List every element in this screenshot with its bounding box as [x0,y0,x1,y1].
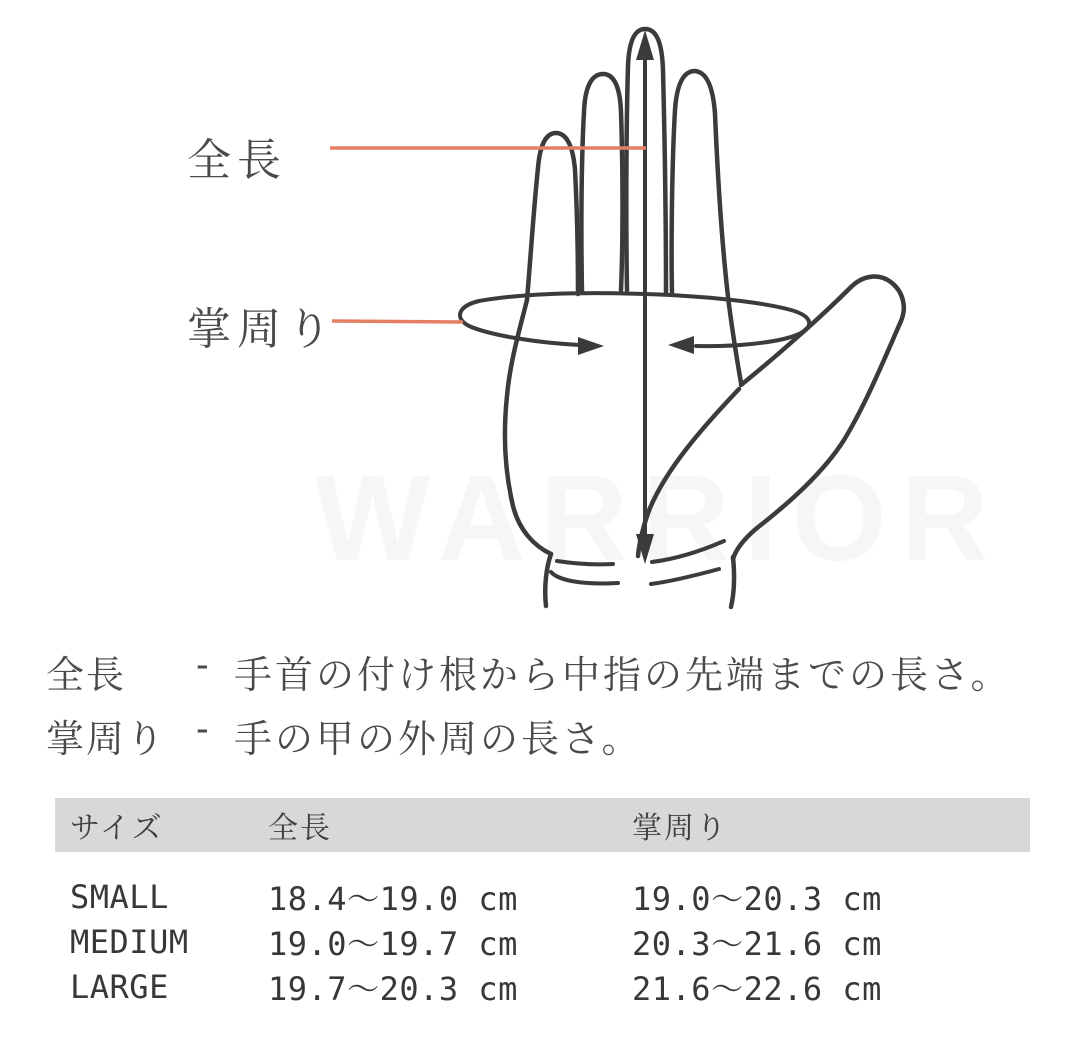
wrist-crease-1-left [557,561,613,564]
size-cell: SMALL [70,878,169,916]
column-header-size: サイズ [70,812,164,845]
wrist-crease-2-right [651,569,719,584]
table-row-large [70,964,1030,1009]
pinky-finger-outline [527,133,578,300]
definitions-section [46,644,1046,772]
definition-term: 掌周り [46,719,167,761]
palm-circumference-loop-left-arc [460,293,645,345]
size-table-body [55,874,1030,1009]
table-row-small [70,874,1030,919]
definition-separator: - [196,708,209,750]
thumb-base-crease [638,389,739,556]
column-header-total-length: 全長 [268,812,332,845]
palm-circumference-cell: 21.6～22.6 cm [632,970,882,1008]
diagram-label-palm-circumference: 掌周り [187,305,337,354]
diagram-label-total-length: 全長 [187,136,287,185]
total-length-cell: 19.7～20.3 cm [268,970,518,1008]
wrist-right-outline [731,557,734,607]
total-length-cell: 18.4～19.0 cm [268,880,518,918]
wrist-crease-2-left [551,572,618,583]
size-cell: LARGE [70,968,169,1006]
definition-palm-circumference [46,708,1046,772]
loop-arrowhead-left-icon [668,336,694,354]
pointer-line-palm-circumference [332,321,463,322]
total-length-cell: 19.0～19.7 cm [268,925,518,963]
definition-description: 手首の付け根から中指の先端までの長さ。 [234,655,1012,697]
size-cell: MEDIUM [70,923,189,961]
total-length-arrowhead-up-icon [636,30,654,60]
size-table [55,798,1030,1009]
definition-description: 手の甲の外周の長さ。 [234,719,643,761]
size-table-header [55,798,1030,852]
wrist-crease-1-right [652,541,724,562]
definition-total-length [46,644,1046,708]
index-finger-outline [672,71,729,305]
palm-circumference-cell: 19.0～20.3 cm [632,880,882,918]
loop-arrowhead-right-icon [578,337,604,355]
definition-separator: - [196,644,209,686]
palm-circumference-cell: 20.3～21.6 cm [632,925,882,963]
wrist-left-outline [545,554,551,606]
table-row-medium [70,919,1030,964]
thumb-outline [733,277,904,559]
column-header-palm-circumference: 掌周り [632,812,728,845]
ring-finger-outline [581,74,622,292]
definition-term: 全長 [46,655,127,697]
